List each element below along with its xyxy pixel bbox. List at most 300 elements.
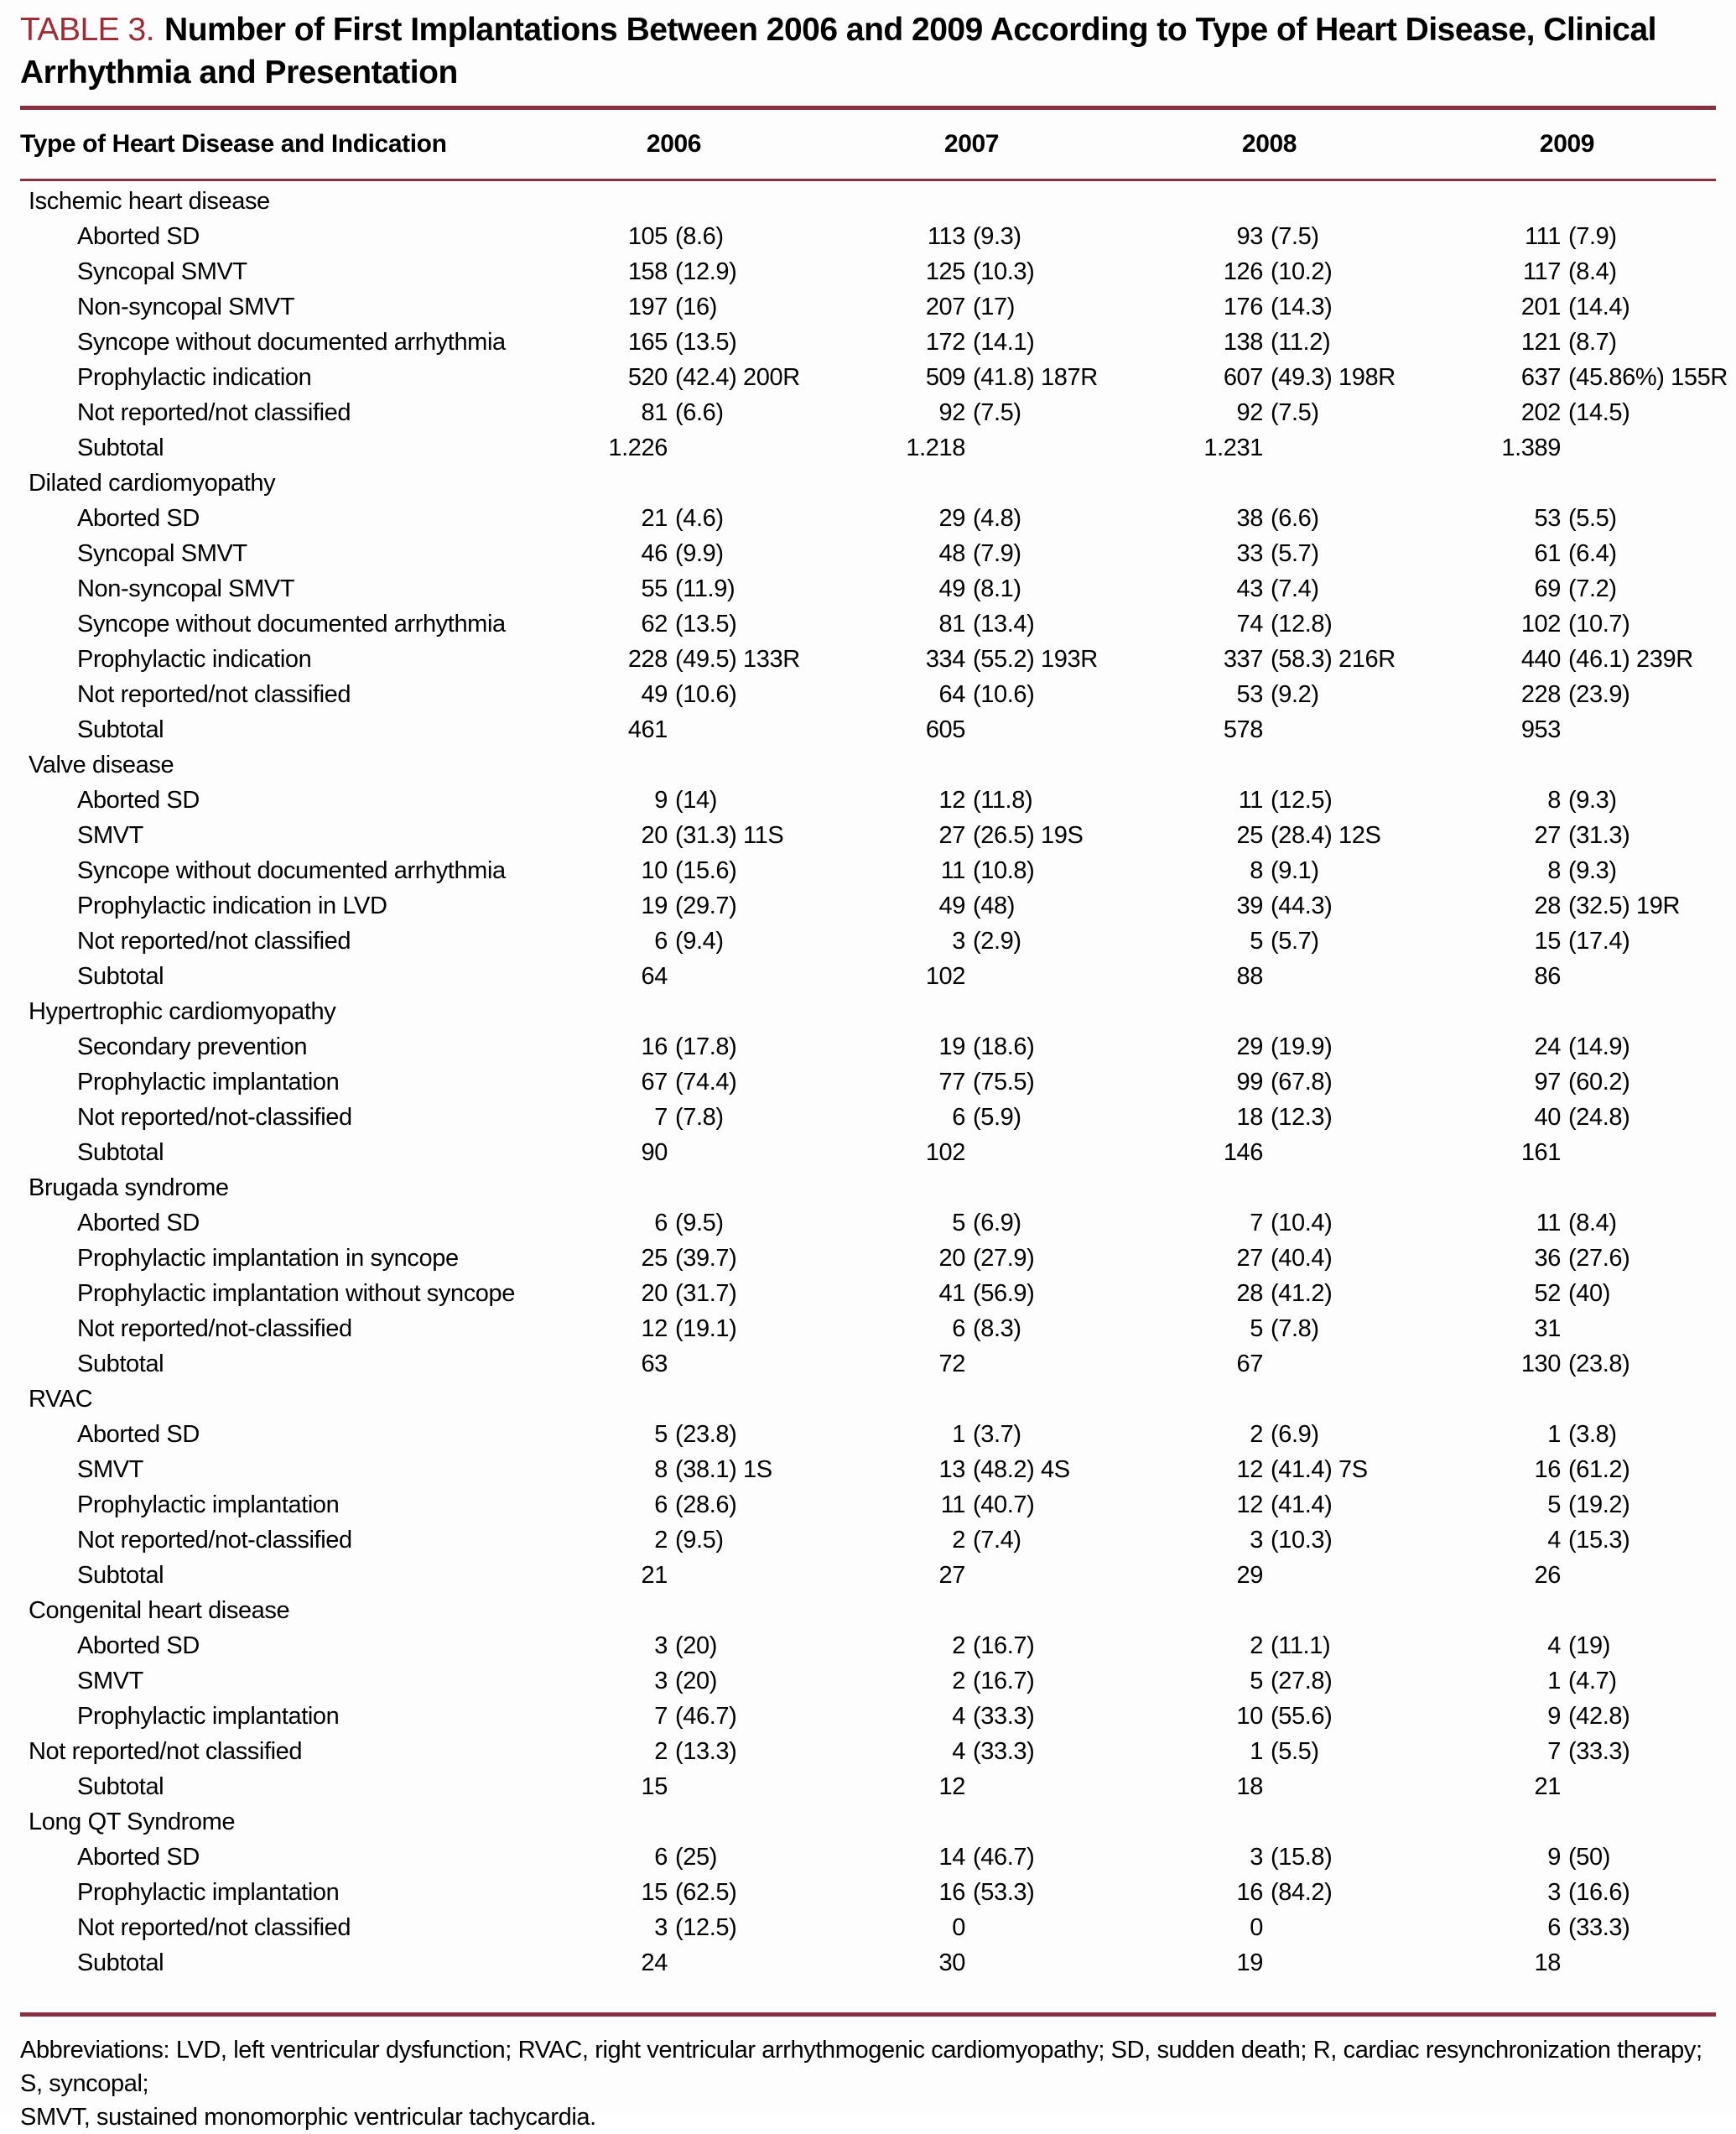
- value-cell: [1418, 1562, 1716, 1590]
- value-cell: [823, 646, 1120, 674]
- table-row: [20, 1840, 1716, 1875]
- section-name: Hypertrophic cardiomyopathy: [29, 997, 336, 1025]
- row-label: Syncope without documented arrhythmia: [77, 856, 506, 884]
- row-label: Subtotal: [77, 962, 164, 990]
- value-detail: (5.7): [1271, 927, 1319, 955]
- value-detail: (13.5): [675, 610, 737, 638]
- value-detail: (31.3) 11S: [675, 821, 784, 849]
- value-number: 18: [1236, 1103, 1263, 1131]
- value-cell: [823, 364, 1120, 392]
- value-number: 77: [938, 1068, 965, 1096]
- value-detail: (3.8): [1568, 1420, 1617, 1448]
- value-number: 6: [1547, 1913, 1561, 1941]
- table-row: [20, 1663, 1716, 1699]
- row-label: Prophylactic implantation: [77, 1068, 340, 1096]
- value-cell: [1418, 1245, 1716, 1273]
- value-detail: (29.7): [675, 892, 737, 919]
- table-row: [20, 219, 1716, 254]
- value-cell: [525, 1139, 823, 1167]
- value-cell: [823, 399, 1120, 427]
- value-number: 92: [1236, 398, 1263, 426]
- value-cell: [525, 435, 823, 462]
- value-cell: [823, 1562, 1120, 1590]
- value-detail: (8.3): [973, 1314, 1021, 1342]
- value-number: 72: [938, 1350, 965, 1377]
- value-cell: [525, 505, 823, 533]
- value-number: 27: [938, 1561, 965, 1589]
- value-cell: [1418, 1139, 1716, 1167]
- value-cell: [1418, 258, 1716, 286]
- value-cell: [525, 1104, 823, 1132]
- value-number: 67: [641, 1068, 668, 1096]
- value-number: 6: [654, 1209, 668, 1236]
- value-number: 11: [940, 1491, 965, 1518]
- value-detail: (20): [675, 1632, 717, 1659]
- table-row: [20, 1945, 1716, 1980]
- value-detail: [1561, 1139, 1568, 1167]
- value-number: 6: [654, 1491, 668, 1518]
- column-header-indication: Type of Heart Disease and Indication: [20, 130, 447, 158]
- value-cell: [823, 716, 1120, 744]
- value-cell: [1418, 1456, 1716, 1484]
- value-cell: [1418, 1491, 1716, 1519]
- table-row: [20, 642, 1716, 677]
- value-cell: [525, 1562, 823, 1590]
- value-detail: [668, 1773, 675, 1801]
- value-number: 130: [1520, 1350, 1561, 1377]
- value-cell: [823, 822, 1120, 850]
- value-detail: (14.9): [1568, 1033, 1630, 1060]
- value-number: 1.226: [608, 434, 668, 461]
- value-number: 11: [940, 856, 965, 884]
- value-detail: (10.7): [1568, 610, 1630, 638]
- value-detail: (67.8): [1271, 1068, 1333, 1096]
- value-cell: [525, 1456, 823, 1484]
- value-cell: [1418, 646, 1716, 674]
- value-number: 12: [641, 1314, 668, 1342]
- value-number: 90: [641, 1138, 668, 1166]
- row-label: Subtotal: [77, 1350, 164, 1377]
- value-number: 113: [927, 222, 965, 250]
- value-cell: [525, 1738, 823, 1766]
- value-number: 52: [1534, 1279, 1561, 1307]
- value-cell: [1120, 1033, 1418, 1061]
- value-cell: [525, 1351, 823, 1378]
- value-cell: [1120, 1139, 1418, 1167]
- footnote: [20, 2033, 1716, 2134]
- value-detail: (9.1): [1271, 856, 1319, 884]
- row-label: Non-syncopal SMVT: [77, 575, 295, 602]
- section-header-row: [20, 747, 1716, 783]
- value-cell: [1418, 1773, 1716, 1801]
- value-detail: [668, 435, 675, 462]
- footnote-line2: SMVT, sustained monomorphic ventricular tachycardia.: [20, 2104, 596, 2131]
- value-cell: [823, 223, 1120, 251]
- value-number: 146: [1223, 1138, 1263, 1166]
- value-detail: (9.3): [1568, 786, 1617, 814]
- value-detail: (12.8): [1271, 610, 1333, 638]
- value-cell: [823, 1069, 1120, 1096]
- value-cell: [823, 1949, 1120, 1977]
- value-cell: [1418, 1315, 1716, 1343]
- value-number: 19: [938, 1033, 965, 1060]
- column-header-2009: 2009: [1539, 130, 1595, 158]
- value-cell: [823, 1844, 1120, 1871]
- table-body: [20, 181, 1728, 1980]
- value-cell: [525, 1421, 823, 1449]
- value-cell: [1418, 787, 1716, 815]
- value-cell: [823, 1527, 1120, 1554]
- value-detail: (7.9): [973, 539, 1021, 567]
- value-number: 9: [654, 786, 668, 814]
- value-detail: (11.1): [1271, 1632, 1331, 1659]
- value-detail: (33.3): [1568, 1913, 1630, 1941]
- value-detail: (4.8): [973, 504, 1021, 532]
- value-number: 138: [1223, 328, 1263, 356]
- value-cell: [823, 1914, 1120, 1942]
- value-cell: [525, 1069, 823, 1096]
- section-name: Long QT Syndrome: [29, 1808, 236, 1835]
- row-label: Not reported/not-classified: [77, 1103, 352, 1131]
- value-detail: [1263, 1351, 1271, 1378]
- value-number: 28: [1236, 1279, 1263, 1307]
- table-row: [20, 360, 1728, 395]
- value-detail: (15.6): [675, 856, 737, 884]
- value-cell: [525, 364, 823, 392]
- value-cell: [1120, 1315, 1418, 1343]
- value-detail: (16.7): [973, 1632, 1035, 1659]
- value-detail: (7.5): [1271, 222, 1319, 250]
- value-number: 0: [952, 1913, 965, 1941]
- value-cell: [1120, 1210, 1418, 1237]
- value-number: 27: [938, 821, 965, 849]
- value-number: 25: [641, 1244, 668, 1272]
- value-detail: (46.1) 239R: [1568, 645, 1693, 673]
- section-header-row: [20, 1382, 1716, 1417]
- value-cell: [823, 928, 1120, 955]
- value-cell: [1418, 1668, 1716, 1695]
- value-cell: [1418, 1210, 1716, 1237]
- value-cell: [1120, 399, 1418, 427]
- value-cell: [823, 575, 1120, 603]
- row-label: Aborted SD: [77, 222, 200, 250]
- value-number: 158: [627, 258, 668, 285]
- value-number: 1.218: [906, 434, 965, 461]
- value-number: 8: [1250, 856, 1263, 884]
- value-cell: [823, 435, 1120, 462]
- value-cell: [525, 681, 823, 709]
- value-cell: [1120, 1245, 1418, 1273]
- value-detail: [668, 716, 675, 744]
- value-cell: [1120, 505, 1418, 533]
- value-detail: (5.9): [973, 1103, 1021, 1131]
- value-cell: [1120, 1668, 1418, 1695]
- value-number: 86: [1534, 962, 1561, 990]
- row-label: Prophylactic indication in LVD: [77, 892, 387, 919]
- value-detail: (8.1): [973, 575, 1021, 602]
- value-detail: (23.8): [1568, 1350, 1630, 1377]
- value-detail: (15.3): [1568, 1526, 1630, 1554]
- value-number: 4: [952, 1737, 965, 1765]
- table-row: [20, 606, 1716, 642]
- value-cell: [525, 857, 823, 885]
- value-cell: [823, 1703, 1120, 1731]
- value-cell: [823, 329, 1120, 357]
- value-detail: [668, 963, 675, 991]
- value-cell: [1120, 822, 1418, 850]
- value-cell: [1418, 1280, 1716, 1308]
- table-row: [20, 1558, 1716, 1593]
- value-cell: [1120, 1280, 1418, 1308]
- value-number: 176: [1223, 293, 1263, 320]
- section-header-row: [20, 1593, 1716, 1628]
- value-number: 53: [1534, 504, 1561, 532]
- value-number: 97: [1534, 1068, 1561, 1096]
- value-detail: (61.2): [1568, 1455, 1630, 1483]
- value-detail: (53.3): [973, 1878, 1035, 1906]
- value-cell: [525, 646, 823, 674]
- row-label: Subtotal: [77, 1772, 164, 1800]
- table-row: [20, 1734, 1716, 1769]
- row-label: Not reported/not-classified: [77, 1314, 352, 1342]
- value-detail: (6.4): [1568, 539, 1617, 567]
- value-detail: (9.9): [675, 539, 724, 567]
- value-detail: (28.6): [675, 1491, 737, 1518]
- value-number: 19: [641, 892, 668, 919]
- value-detail: (58.3) 216R: [1271, 645, 1396, 673]
- value-cell: [1418, 1351, 1716, 1378]
- value-number: 93: [1236, 222, 1263, 250]
- value-detail: (20): [675, 1667, 717, 1694]
- value-cell: [1418, 540, 1716, 568]
- value-detail: (3.7): [973, 1420, 1021, 1448]
- value-detail: (7.8): [675, 1103, 724, 1131]
- value-number: 15: [641, 1772, 668, 1800]
- value-detail: (49.5) 133R: [675, 645, 800, 673]
- value-number: 69: [1534, 575, 1561, 602]
- value-cell: [525, 1491, 823, 1519]
- value-cell: [823, 963, 1120, 991]
- value-cell: [823, 1456, 1120, 1484]
- value-number: 41: [938, 1279, 965, 1307]
- value-detail: [668, 1949, 675, 1977]
- value-detail: (10.6): [675, 680, 737, 708]
- row-label: Aborted SD: [77, 786, 200, 814]
- table-row: [20, 395, 1716, 430]
- value-detail: (33.3): [973, 1737, 1035, 1765]
- value-number: 29: [1236, 1561, 1263, 1589]
- row-label: Syncopal SMVT: [77, 539, 247, 567]
- table-title-line1-wrap: [20, 8, 1716, 51]
- value-cell: [525, 1527, 823, 1554]
- value-detail: (8.7): [1568, 328, 1617, 356]
- value-number: 67: [1236, 1350, 1263, 1377]
- value-cell: [1418, 611, 1716, 638]
- value-number: 5: [1547, 1491, 1561, 1518]
- value-number: 5: [654, 1420, 668, 1448]
- value-number: 49: [641, 680, 668, 708]
- value-cell: [1120, 1879, 1418, 1907]
- value-cell: [823, 1879, 1120, 1907]
- value-cell: [823, 1491, 1120, 1519]
- value-detail: (14.4): [1568, 293, 1630, 320]
- value-number: 1.389: [1501, 434, 1561, 461]
- value-detail: [668, 1351, 675, 1378]
- value-number: 207: [925, 293, 965, 320]
- value-cell: [1120, 1773, 1418, 1801]
- table-row: [20, 1487, 1716, 1522]
- value-cell: [823, 1773, 1120, 1801]
- section-name: Brugada syndrome: [29, 1174, 229, 1201]
- value-detail: (10.3): [1271, 1526, 1333, 1554]
- row-label: Subtotal: [77, 716, 164, 743]
- value-detail: [1561, 1315, 1568, 1343]
- row-label: Syncope without documented arrhythmia: [77, 328, 506, 356]
- value-cell: [823, 1245, 1120, 1273]
- row-label: Not reported/not-classified: [77, 1526, 352, 1554]
- value-number: 8: [1547, 786, 1561, 814]
- value-number: 61: [1534, 539, 1561, 567]
- value-cell: [1418, 1914, 1716, 1942]
- value-cell: [1120, 1421, 1418, 1449]
- value-detail: (11.8): [973, 786, 1033, 814]
- value-cell: [525, 1668, 823, 1695]
- value-detail: (5.5): [1568, 504, 1617, 532]
- value-cell: [1418, 716, 1716, 744]
- value-detail: (14): [675, 786, 717, 814]
- value-number: 3: [654, 1632, 668, 1659]
- value-detail: (18.6): [973, 1033, 1035, 1060]
- table-row: [20, 430, 1716, 466]
- value-number: 10: [641, 856, 668, 884]
- row-label: Prophylactic indication: [77, 645, 312, 673]
- value-cell: [525, 223, 823, 251]
- table-title-line2: Arrhythmia and Presentation: [20, 55, 458, 91]
- value-number: 26: [1534, 1561, 1561, 1589]
- value-number: 1: [952, 1420, 965, 1448]
- value-detail: [965, 1351, 973, 1378]
- value-detail: (62.5): [675, 1878, 737, 1906]
- value-detail: (5.5): [1271, 1737, 1319, 1765]
- value-cell: [823, 1033, 1120, 1061]
- table-row: [20, 1311, 1716, 1346]
- value-number: 578: [1223, 716, 1263, 743]
- value-detail: (14.3): [1271, 293, 1333, 320]
- row-label: Not reported/not classified: [77, 1913, 351, 1941]
- value-cell: [823, 505, 1120, 533]
- value-detail: (13.4): [973, 610, 1035, 638]
- value-detail: (8.4): [1568, 258, 1617, 285]
- value-detail: (46.7): [675, 1702, 737, 1730]
- value-detail: (7.2): [1568, 575, 1617, 602]
- value-cell: [1418, 329, 1716, 357]
- value-number: 33: [1236, 539, 1263, 567]
- value-detail: (9.5): [675, 1526, 724, 1554]
- value-number: 6: [654, 927, 668, 955]
- table-row: [20, 1135, 1716, 1170]
- value-detail: [1263, 435, 1271, 462]
- value-detail: [1263, 716, 1271, 744]
- value-number: 64: [938, 680, 965, 708]
- value-detail: (15.8): [1271, 1843, 1333, 1871]
- value-detail: (26.5) 19S: [973, 821, 1084, 849]
- value-cell: [525, 611, 823, 638]
- row-label: Aborted SD: [77, 1843, 200, 1871]
- value-cell: [1120, 1844, 1418, 1871]
- value-cell: [1120, 1738, 1418, 1766]
- value-detail: (10.2): [1271, 258, 1333, 285]
- value-cell: [823, 1280, 1120, 1308]
- value-number: 4: [1547, 1632, 1561, 1659]
- value-number: 3: [654, 1913, 668, 1941]
- value-detail: (84.2): [1271, 1878, 1333, 1906]
- value-cell: [525, 1914, 823, 1942]
- value-number: 14: [938, 1843, 965, 1871]
- value-cell: [823, 1351, 1120, 1378]
- value-detail: (25): [675, 1843, 717, 1871]
- value-cell: [1120, 540, 1418, 568]
- value-cell: [1120, 893, 1418, 920]
- bottom-rule: [20, 2012, 1716, 2017]
- row-label: Aborted SD: [77, 1632, 200, 1659]
- value-detail: [965, 963, 973, 991]
- value-detail: (16.6): [1568, 1878, 1630, 1906]
- row-label: Aborted SD: [77, 1420, 200, 1448]
- value-cell: [823, 611, 1120, 638]
- value-number: 12: [938, 1772, 965, 1800]
- value-detail: (23.9): [1568, 680, 1630, 708]
- table-row: [20, 853, 1716, 888]
- table-row: [20, 1769, 1716, 1804]
- value-number: 228: [627, 645, 668, 673]
- section-header-row: [20, 184, 1716, 219]
- value-detail: (12.5): [675, 1913, 737, 1941]
- value-cell: [1120, 364, 1418, 392]
- value-detail: (49.3) 198R: [1271, 363, 1396, 391]
- row-label: Not reported/not classified: [77, 680, 351, 708]
- value-cell: [525, 1315, 823, 1343]
- value-number: 440: [1520, 645, 1561, 673]
- value-detail: [965, 1949, 973, 1977]
- value-detail: (4.6): [675, 504, 724, 532]
- value-number: 16: [1236, 1878, 1263, 1906]
- value-cell: [525, 575, 823, 603]
- value-detail: (39.7): [675, 1244, 737, 1272]
- value-number: 637: [1520, 363, 1561, 391]
- value-cell: [1120, 329, 1418, 357]
- row-label: Syncopal SMVT: [77, 258, 247, 285]
- value-number: 24: [641, 1949, 668, 1976]
- value-number: 49: [938, 575, 965, 602]
- value-detail: [965, 1562, 973, 1590]
- value-detail: [965, 1914, 973, 1942]
- value-number: 126: [1223, 258, 1263, 285]
- value-number: 39: [1236, 892, 1263, 919]
- value-cell: [823, 1668, 1120, 1695]
- value-number: 7: [1250, 1209, 1263, 1236]
- value-cell: [525, 963, 823, 991]
- table-row: [20, 571, 1716, 606]
- value-number: 53: [1236, 680, 1263, 708]
- value-number: 5: [1250, 1314, 1263, 1342]
- value-cell: [1418, 294, 1716, 321]
- value-cell: [1120, 787, 1418, 815]
- value-number: 228: [1520, 680, 1561, 708]
- value-number: 2: [654, 1526, 668, 1554]
- value-detail: (7.4): [973, 1526, 1021, 1554]
- value-detail: (9.5): [675, 1209, 724, 1236]
- value-cell: [1418, 1879, 1716, 1907]
